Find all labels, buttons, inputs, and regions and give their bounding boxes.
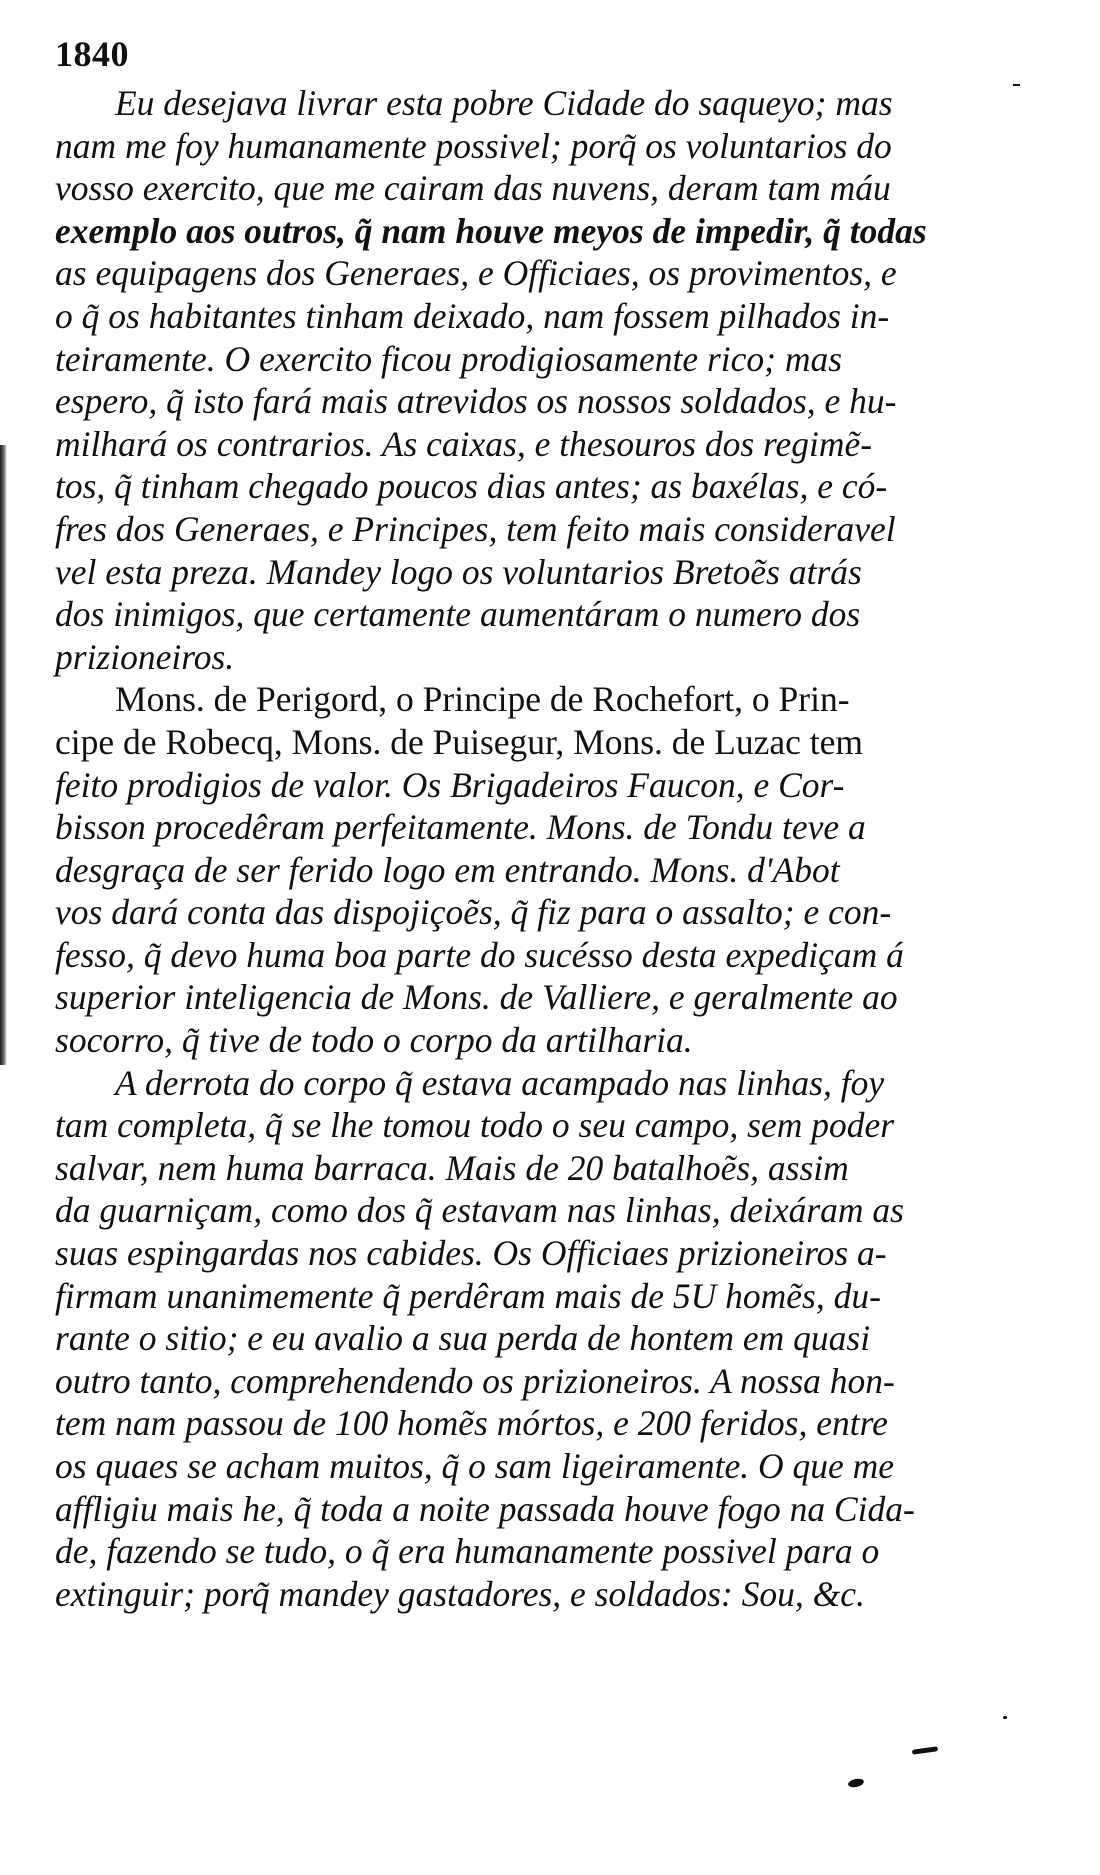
text-line-7: teiramente. O exercito ficou prodigiosamente rico; mas xyxy=(55,338,843,379)
ink-speck xyxy=(912,1746,938,1755)
text-line-24: A derrota do corpo q̃ estava acampado nas linhas, foy xyxy=(115,1062,885,1103)
text-line-15: Mons. de Perigord, o Principe de Rochefort, o Prin- xyxy=(115,679,850,720)
text-line-26: salvar, nem huma barraca. Mais de 20 batalhoẽs, assim xyxy=(55,1147,849,1188)
text-line-18: bisson procedêram perfeitamente. Mons. de Tondu teve a xyxy=(55,807,866,848)
text-line-35: de, fazendo se tudo, o q̃ era humanamente possivel para o xyxy=(55,1531,880,1572)
text-line-28: suas espingardas nos cabides. Os Officiaes prizioneiros a- xyxy=(55,1233,887,1274)
text-line-2: nam me foy humanamente possivel; porq̃ os voluntarios do xyxy=(55,125,892,166)
text-line-31: outro tanto, comprehendendo os prizioneiros. A nossa hon- xyxy=(55,1360,895,1401)
text-line-25: tam completa, q̃ se lhe tomou todo o seu campo, sem poder xyxy=(55,1105,895,1146)
text-line-32: tem nam passou de 100 homẽs mórtos, e 200 feridos, entre xyxy=(55,1403,888,1444)
text-line-11: fres dos Generaes, e Principes, tem feito mais consideravel xyxy=(55,508,896,549)
text-line-29: firmam unanimemente q̃ perdêram mais de 5U homẽs, du- xyxy=(55,1275,881,1316)
text-line-22: superior inteligencia de Mons. de Valliere, e geralmente ao xyxy=(55,977,898,1018)
text-line-21: fesso, q̃ devo huma boa parte do sucésso desta expediçam á xyxy=(55,934,904,975)
text-line-1: Eu desejava livrar esta pobre Cidade do saqueyo; mas xyxy=(115,83,893,123)
text-line-12: vel esta preza. Mandey logo os voluntarios Bretoẽs atrás xyxy=(55,551,862,592)
ink-speck xyxy=(847,1777,864,1788)
text-line-4: exemplo aos outros, q̃ nam houve meyos de impedir, q̃ todas xyxy=(55,210,927,251)
text-line-36: extinguir; porq̃ mandey gastadores, e soldados: Sou, &c. xyxy=(55,1573,865,1614)
text-line-30: rante o sitio; e eu avalio a sua perda de hontem em quasi xyxy=(55,1318,871,1359)
text-line-13: dos inimigos, que certamente aumentáram o numero dos xyxy=(55,594,861,635)
text-line-17: feito prodigios de valor. Os Brigadeiros Faucon, e Cor- xyxy=(55,764,845,805)
text-line-3: vosso exercito, que me cairam das nuvens, deram tam máu xyxy=(55,168,891,209)
text-line-6: o q̃ os habitantes tinham deixado, nam fossem pilhados in- xyxy=(55,295,890,336)
text-line-23: socorro, q̃ tive de todo o corpo da artilharia. xyxy=(55,1020,693,1061)
body-text xyxy=(55,82,1047,1615)
text-line-20: vos dará conta das dispojiçoẽs, q̃ fiz para o assalto; e con- xyxy=(55,892,892,933)
ink-speck xyxy=(1003,1716,1007,1719)
text-line-19: desgraça de ser ferido logo em entrando. Mons. d'Abot xyxy=(55,849,840,890)
page-number: 1840 xyxy=(55,34,129,74)
text-line-5: as equipagens dos Generaes, e Officiaes, os provimentos, e xyxy=(55,253,897,294)
text-line-34: affligiu mais he, q̃ toda a noite passada houve fogo na Cida- xyxy=(55,1488,915,1529)
text-line-33: os quaes se acham muitos, q̃ o sam ligeiramente. O que me xyxy=(55,1446,895,1486)
text-line-8: espero, q̃ isto fará mais atrevidos os nossos soldados, e hu- xyxy=(55,381,897,422)
text-line-9: milhará os contrarios. As caixas, e thesouros dos regimẽ- xyxy=(55,423,873,464)
text-line-10: tos, q̃ tinham chegado poucos dias antes; as baxélas, e có- xyxy=(55,466,888,507)
text-line-16: cipe de Robecq, Mons. de Puisegur, Mons. de Luzac tem xyxy=(55,721,863,762)
binding-shadow xyxy=(0,445,7,1065)
text-line-27: da guarniçam, como dos q̃ estavam nas linhas, deixáram as xyxy=(55,1190,904,1231)
text-line-14: prizioneiros. xyxy=(55,636,235,677)
